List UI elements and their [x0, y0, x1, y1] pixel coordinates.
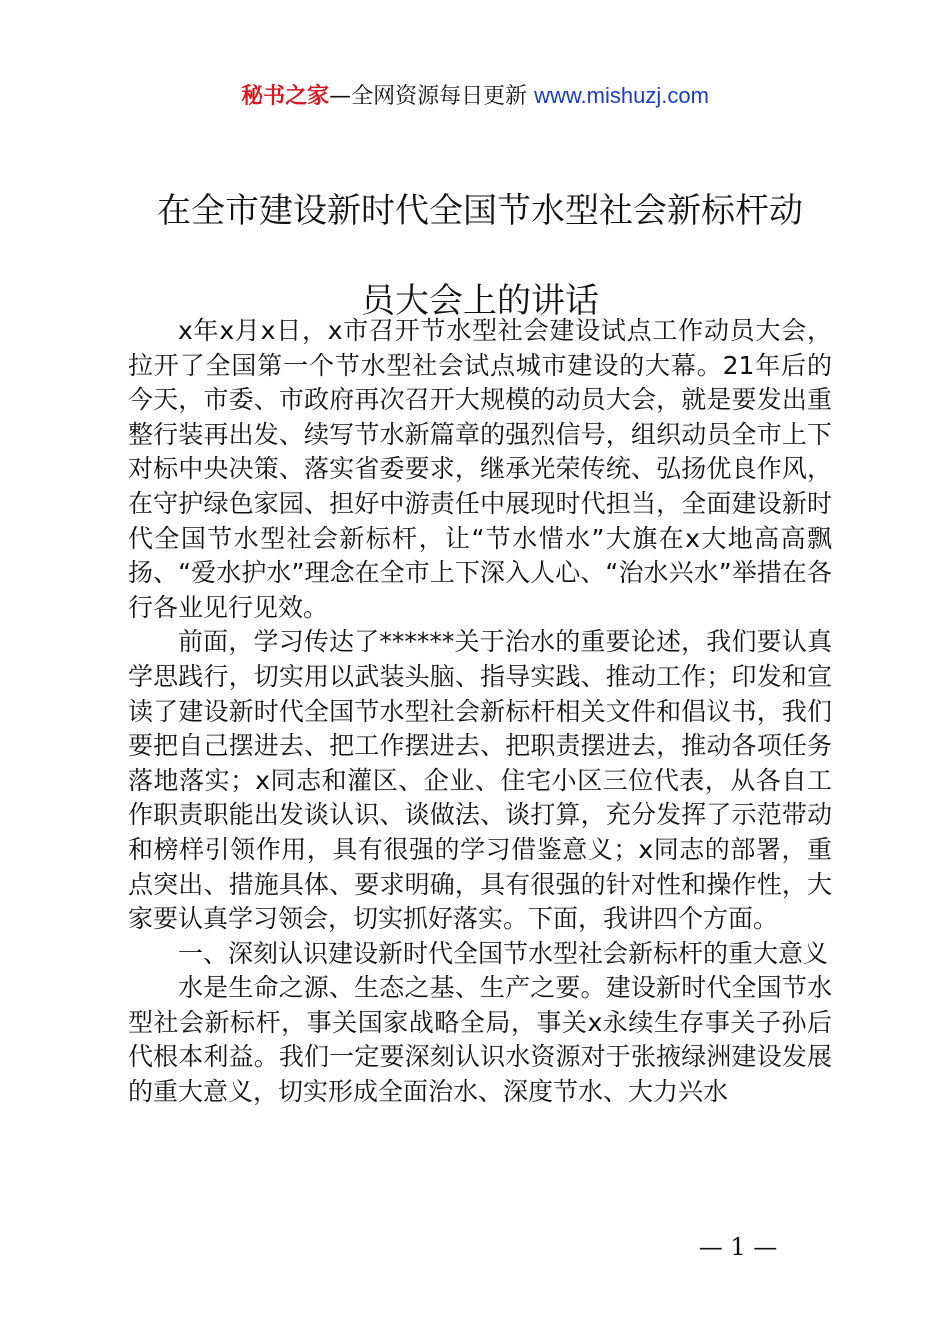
site-header	[0, 80, 950, 113]
paragraph-water-significance: 水是生命之源、生态之基、生产之要。建设新时代全国节水型社会新标杆，事关国家战略全局，事关x永续生存事关子孙后代根本利益。我们一定要深刻认识水资源对于张掖绿洲建设发展的重大意义，切实形成全面治水、深度节水、大力兴水	[128, 973, 832, 1107]
site-brand: 秘书之家	[241, 84, 330, 109]
document-body	[128, 314, 832, 1110]
paragraph-intro: x年x月x日，x市召开节水型社会建设试点工作动员大会，拉开了全国第一个节水型社会试点城市建设的大幕。21年后的今天，市委、市政府再次召开大规模的动员大会，就是要发出重整行装再出发、续写节水新篇章的强烈信号，组织动员全市上下对标中央决策、落实省委要求，继承光荣传统、弘扬优良作风，在守护绿色家园、担好中游责任中展现时代担当，全面建设新时代全国节水型社会新标杆，让“节水惜水”大旗在x大地高高飘扬、“爱水护水”理念在全市上下深入人心、“治水兴水”举措在各行各业见行见效。	[128, 316, 832, 622]
site-url-link[interactable]: www.mishuzj.com	[534, 83, 709, 108]
site-tagline: —全网资源每日更新	[329, 84, 528, 109]
title-line-1: 在全市建设新时代全国节水型社会新标杆动	[157, 191, 803, 231]
page-number: — 1 —	[698, 1233, 778, 1261]
title-line-2: 员大会上的讲话	[361, 281, 599, 321]
section-heading-1: 一、深刻认识建设新时代全国节水型社会新标杆的重大意义	[178, 938, 829, 968]
paragraph-review: 前面，学习传达了******关于治水的重要论述，我们要认真学思践行，切实用以武装头脑、指导实践、推动工作；印发和宣读了建设新时代全国节水型社会新标杆相关文件和倡议书，我们要把自己摆进去、把工作摆进去、把职责摆进去，推动各项任务落地落实；x同志和灌区、企业、住宅小区三位代表，从各自工作职责职能出发谈认识、谈做法、谈打算，充分发挥了示范带动和榜样引领作用，具有很强的学习借鉴意义；x同志的部署，重点突出、措施具体、要求明确，具有很强的针对性和操作性，大家要认真学习领会，切实抓好落实。下面，我讲四个方面。	[128, 627, 832, 934]
